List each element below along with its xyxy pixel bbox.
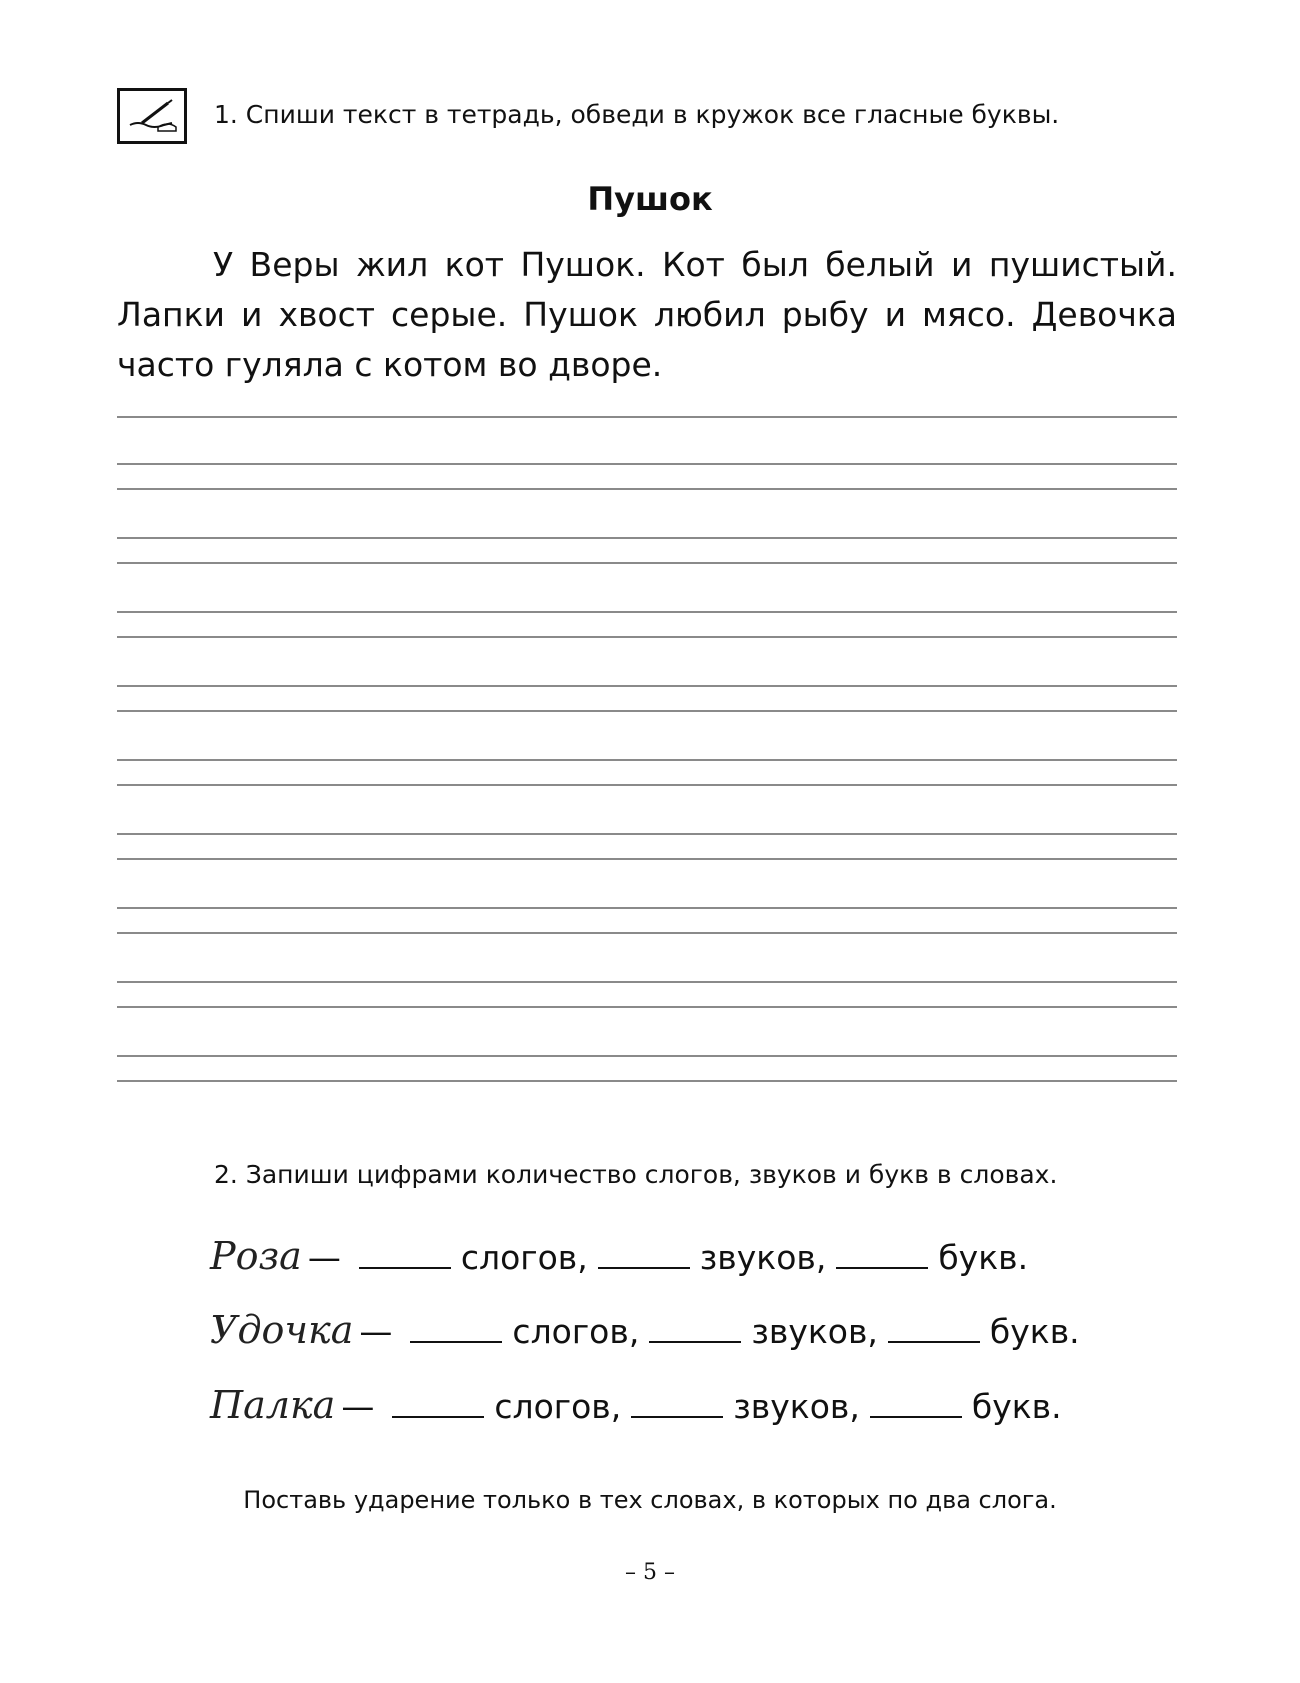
syllables-label: слогов, bbox=[494, 1387, 622, 1426]
pencil-writing-icon bbox=[117, 88, 187, 144]
writing-rule bbox=[117, 759, 1177, 761]
syllables-blank[interactable] bbox=[359, 1237, 451, 1269]
letters-label: букв. bbox=[989, 1312, 1080, 1351]
writing-rule bbox=[117, 488, 1177, 490]
sounds-label: звуков, bbox=[699, 1238, 827, 1277]
writing-lines[interactable] bbox=[117, 416, 1177, 1086]
word-row bbox=[210, 1234, 1028, 1294]
writing-rule bbox=[117, 537, 1177, 539]
letters-label: букв. bbox=[971, 1387, 1062, 1426]
letters-label: букв. bbox=[938, 1238, 1029, 1277]
writing-rule bbox=[117, 1006, 1177, 1008]
writing-rule bbox=[117, 463, 1177, 465]
dash: — bbox=[341, 1387, 375, 1426]
writing-rule bbox=[117, 611, 1177, 613]
cursive-word: Удочка bbox=[210, 1308, 354, 1352]
cursive-word: Палка bbox=[210, 1383, 336, 1427]
writing-rule bbox=[117, 1055, 1177, 1057]
letters-blank[interactable] bbox=[888, 1311, 980, 1343]
syllables-label: слогов, bbox=[460, 1238, 588, 1277]
story-text: У Веры жил кот Пушок. Кот был белый и пушистый. Лапки и хвост серые. Пушок любил рыбу и мясо. Девочка часто гуляла с котом во дворе. bbox=[117, 245, 1177, 384]
page-number: – 5 – bbox=[625, 1560, 675, 1585]
writing-rule bbox=[117, 981, 1177, 983]
syllables-blank[interactable] bbox=[392, 1386, 484, 1418]
writing-rule bbox=[117, 685, 1177, 687]
sounds-label: звуков, bbox=[751, 1312, 878, 1351]
writing-rule bbox=[117, 784, 1177, 786]
writing-rule bbox=[117, 833, 1177, 835]
word-row bbox=[210, 1308, 1080, 1368]
writing-rule bbox=[117, 710, 1177, 712]
syllables-label: слогов, bbox=[512, 1312, 640, 1351]
writing-rule bbox=[117, 858, 1177, 860]
stress-note: Поставь ударение только в тех словах, в которых по два слога. bbox=[243, 1486, 1057, 1514]
story-title: Пушок bbox=[587, 180, 713, 218]
sounds-blank[interactable] bbox=[649, 1311, 741, 1343]
writing-rule bbox=[117, 932, 1177, 934]
letters-blank[interactable] bbox=[870, 1386, 962, 1418]
writing-rule bbox=[117, 562, 1177, 564]
cursive-word: Роза bbox=[210, 1234, 302, 1278]
writing-rule bbox=[117, 636, 1177, 638]
task-1-instruction: 1. Спиши текст в тетрадь, обведи в кружок все гласные буквы. bbox=[214, 100, 1060, 129]
sounds-blank[interactable] bbox=[631, 1386, 723, 1418]
letters-blank[interactable] bbox=[836, 1237, 928, 1269]
writing-rule bbox=[117, 416, 1177, 418]
dash: — bbox=[307, 1238, 341, 1277]
writing-rule bbox=[117, 907, 1177, 909]
writing-rule bbox=[117, 1080, 1177, 1082]
sounds-label: звуков, bbox=[733, 1387, 860, 1426]
dash: — bbox=[359, 1312, 393, 1351]
word-row bbox=[210, 1383, 1062, 1443]
sounds-blank[interactable] bbox=[598, 1237, 690, 1269]
syllables-blank[interactable] bbox=[410, 1311, 502, 1343]
task-2-instruction: 2. Запиши цифрами количество слогов, звуков и букв в словах. bbox=[214, 1160, 1058, 1189]
